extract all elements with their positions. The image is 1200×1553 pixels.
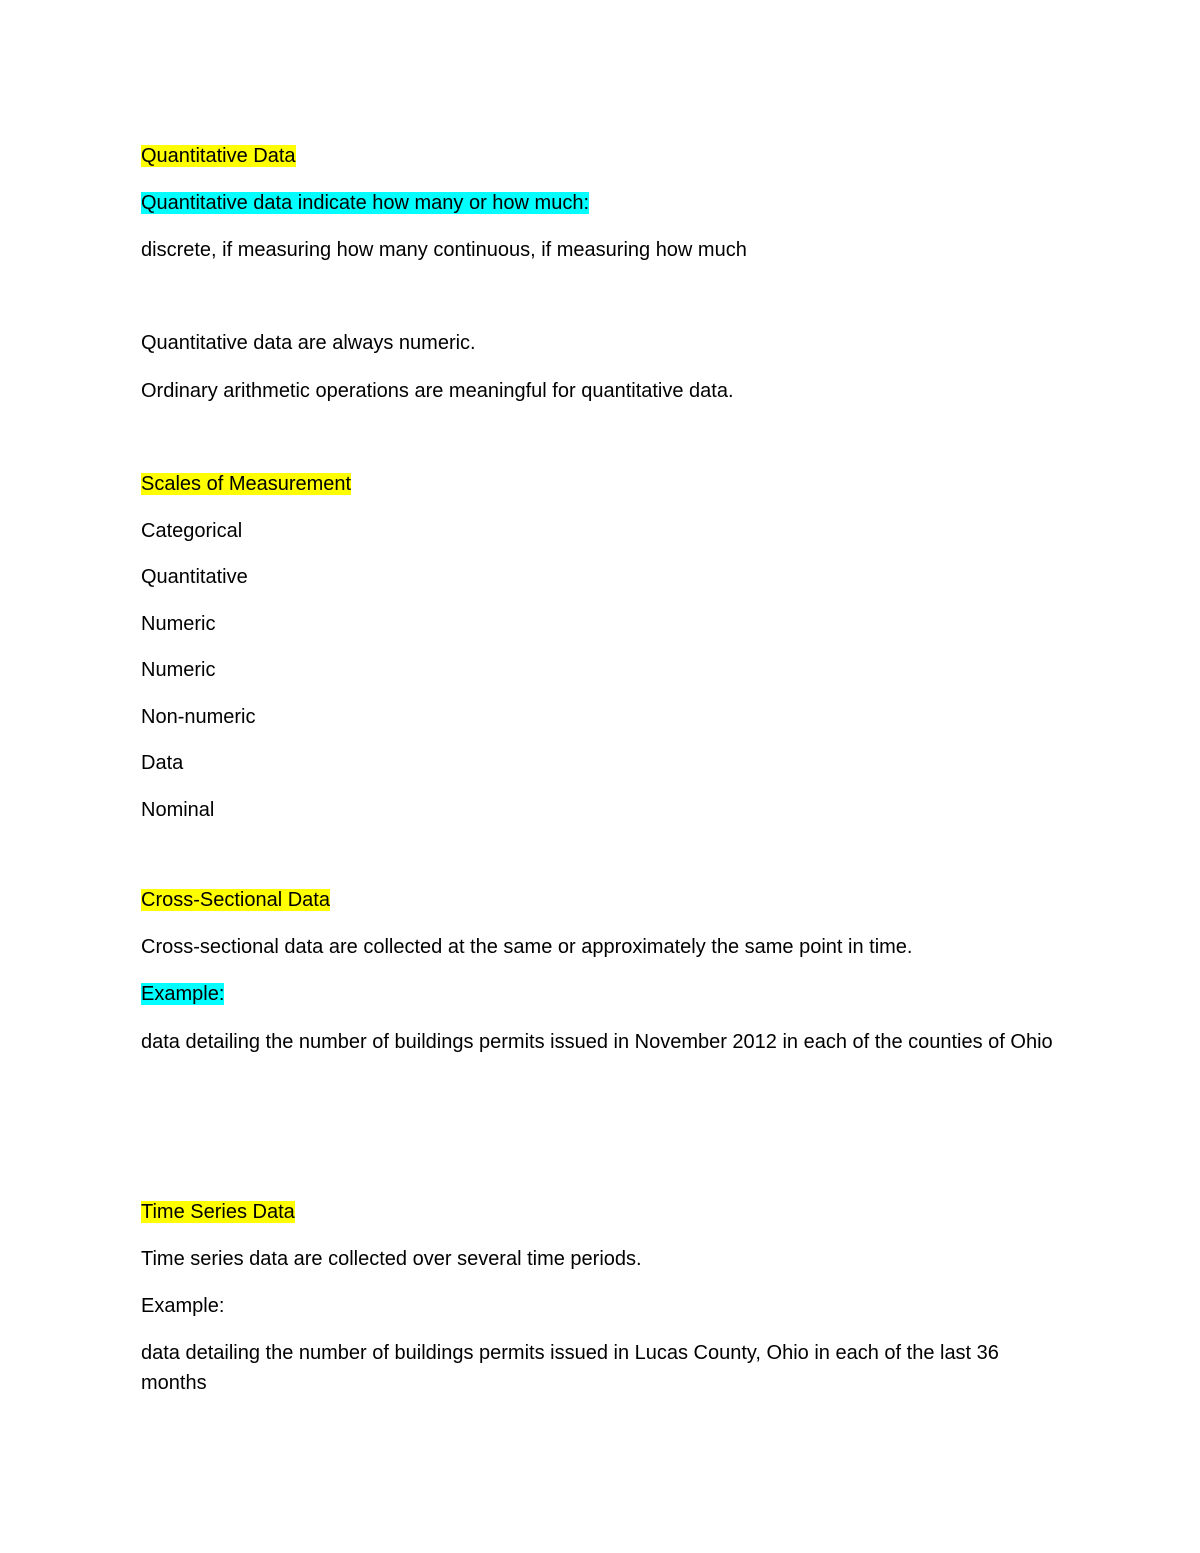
time-series-definition: Time series data are collected over several time periods.: [141, 1248, 642, 1270]
heading-quantitative-data: [141, 141, 1071, 171]
cross-sectional-example-text: data detailing the number of buildings permits issued in November 2012 in each of the counties of Ohio: [141, 1031, 1053, 1053]
time-series-example-label: Example:: [141, 1295, 225, 1317]
quantitative-intro: [141, 188, 1071, 218]
heading-scales-of-measurement: [141, 469, 1071, 499]
scales-item: Numeric: [141, 659, 216, 681]
heading-cross-sectional-data: [141, 885, 1071, 915]
heading-quantitative-data-text: Quantitative Data: [141, 145, 296, 167]
time-series-example-text: data detailing the number of buildings permits issued in Lucas County, Ohio in each of the last 36 months: [141, 1342, 999, 1394]
heading-time-series-data: [141, 1197, 1071, 1227]
scales-item: Nominal: [141, 799, 215, 821]
scales-item: Quantitative: [141, 566, 248, 588]
heading-scales-of-measurement-text: Scales of Measurement: [141, 473, 352, 495]
scales-item: Non-numeric: [141, 706, 256, 728]
scales-item: Data: [141, 752, 184, 774]
scales-item: Numeric: [141, 613, 216, 635]
heading-time-series-data-text: Time Series Data: [141, 1201, 295, 1223]
quantitative-definition: discrete, if measuring how many continuous, if measuring how much: [141, 239, 747, 261]
cross-sectional-example-label: [141, 979, 1071, 1009]
scales-item: Categorical: [141, 520, 243, 542]
heading-cross-sectional-data-text: Cross-Sectional Data: [141, 889, 330, 911]
quantitative-point-1: Quantitative data are always numeric.: [141, 332, 476, 354]
cross-sectional-definition: Cross-sectional data are collected at the same or approximately the same point in time.: [141, 936, 913, 958]
quantitative-intro-text: Quantitative data indicate how many or how much:: [141, 192, 590, 214]
quantitative-point-2: Ordinary arithmetic operations are meaningful for quantitative data.: [141, 380, 734, 402]
cross-sectional-example-label-text: Example:: [141, 983, 225, 1005]
